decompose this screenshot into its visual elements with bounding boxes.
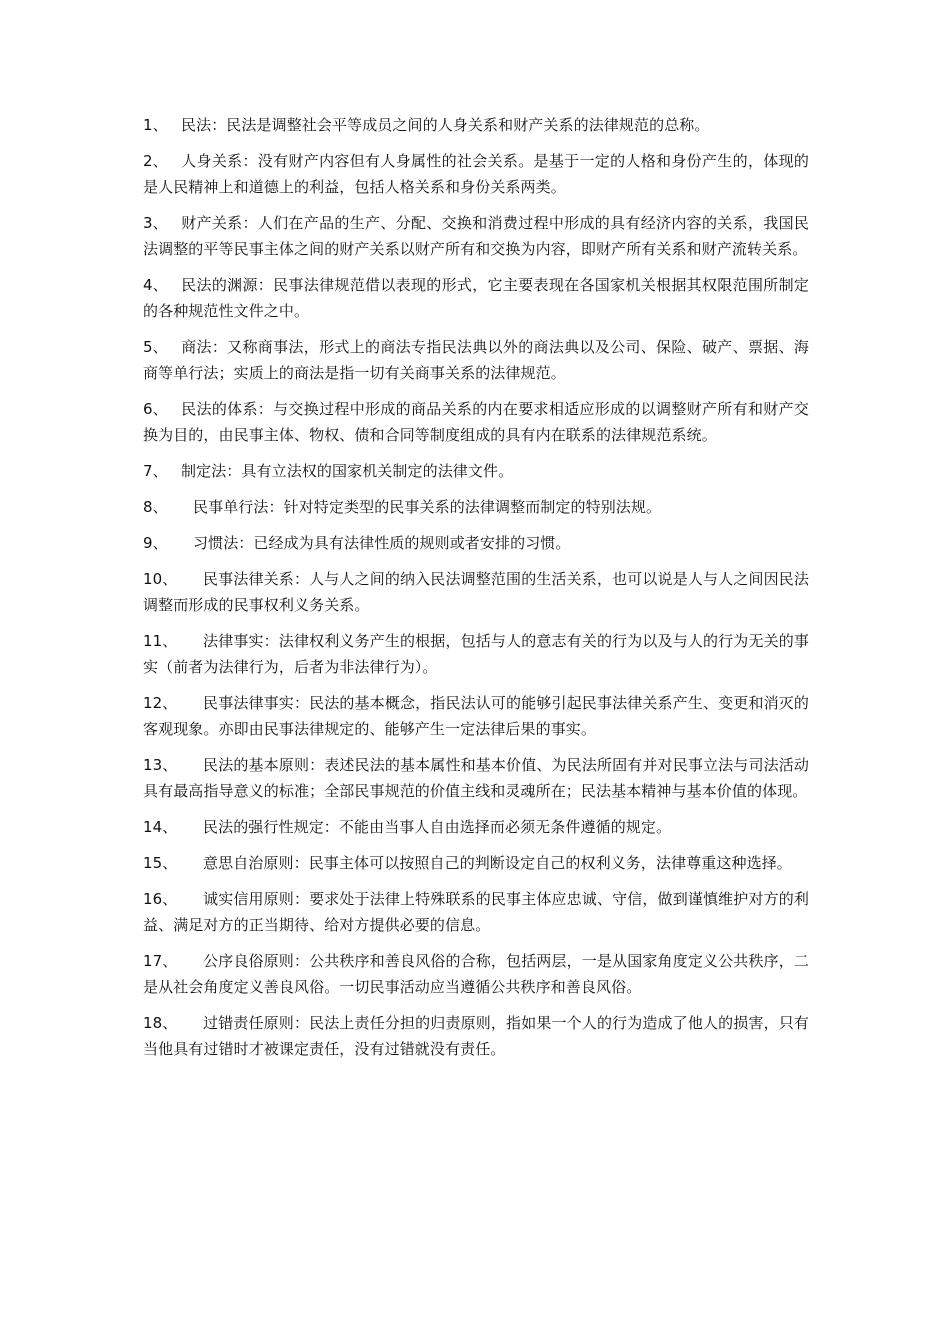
list-item: [143, 112, 809, 138]
item-text: 民事单行法：针对特定类型的民事关系的法律调整而制定的特别法规。: [193, 498, 662, 516]
item-text: 民法：民法是调整社会平等成员之间的人身关系和财产关系的法律规范的总称。: [181, 116, 710, 134]
item-text: 过错责任原则：民法上责任分担的归责原则，指如果一个人的行为造成了他人的损害，只有当他具有过错时才被课定责任，没有过错就没有责任。: [143, 1014, 809, 1058]
item-text: 人身关系：没有财产内容但有人身属性的社会关系。是基于一定的人格和身份产生的，体现的是人民精神上和道德上的利益，包括人格关系和身份关系两类。: [143, 152, 809, 196]
item-number: 18、: [143, 1014, 178, 1032]
item-text: 意思自治原则：民事主体可以按照自己的判断设定自己的权利义务，法律尊重这种选择。: [203, 854, 792, 872]
list-item: [143, 1010, 809, 1062]
item-text: 商法：又称商事法，形式上的商法专指民法典以外的商法典以及公司、保险、破产、票据、海商等单行法；实质上的商法是指一切有关商事关系的法律规范。: [143, 338, 809, 382]
item-number: 1、: [143, 116, 168, 134]
item-number: 14、: [143, 818, 178, 836]
list-item: [143, 458, 809, 484]
list-item: [143, 210, 809, 262]
item-number: 11、: [143, 632, 178, 650]
item-text: 制定法：具有立法权的国家机关制定的法律文件。: [181, 462, 514, 480]
item-text: 民事法律关系：人与人之间的纳入民法调整范围的生活关系，也可以说是人与人之间因民法调整而形成的民事权利义务关系。: [143, 570, 809, 614]
item-number: 6、: [143, 400, 168, 418]
item-number: 7、: [143, 462, 168, 480]
item-number: 13、: [143, 756, 178, 774]
item-number: 17、: [143, 952, 178, 970]
item-number: 16、: [143, 890, 178, 908]
item-number: 15、: [143, 854, 178, 872]
list-item: [143, 850, 809, 876]
list-item: [143, 530, 809, 556]
list-item: [143, 396, 809, 448]
item-number: 8、: [143, 498, 168, 516]
list-item: [143, 566, 809, 618]
item-text: 民事法律事实：民法的基本概念，指民法认可的能够引起民事法律关系产生、变更和消灭的客观现象。亦即由民事法律规定的、能够产生一定法律后果的事实。: [143, 694, 809, 738]
item-text: 财产关系：人们在产品的生产、分配、交换和消费过程中形成的具有经济内容的关系，我国民法调整的平等民事主体之间的财产关系以财产所有和交换为内容，即财产所有关系和财产流转关系。: [143, 214, 809, 258]
item-number: 12、: [143, 694, 178, 712]
item-text: 诚实信用原则：要求处于法律上特殊联系的民事主体应忠诚、守信，做到谨慎维护对方的利益、满足对方的正当期待、给对方提供必要的信息。: [143, 890, 809, 934]
list-item: [143, 752, 809, 804]
list-item: [143, 814, 809, 840]
item-number: 3、: [143, 214, 168, 232]
list-item: [143, 334, 809, 386]
item-text: 公序良俗原则：公共秩序和善良风俗的合称，包括两层，一是从国家角度定义公共秩序，二是从社会角度定义善良风俗。一切民事活动应当遵循公共秩序和善良风俗。: [143, 952, 809, 996]
item-text: 法律事实：法律权利义务产生的根据，包括与人的意志有关的行为以及与人的行为无关的事实（前者为法律行为，后者为非法律行为）。: [143, 632, 809, 676]
item-text: 民法的强行性规定：不能由当事人自由选择而必须无条件遵循的规定。: [203, 818, 672, 836]
item-number: 4、: [143, 276, 168, 294]
list-item: [143, 272, 809, 324]
list-item: [143, 690, 809, 742]
item-number: 9、: [143, 534, 168, 552]
list-item: [143, 886, 809, 938]
item-number: 2、: [143, 152, 168, 170]
list-item: [143, 948, 809, 1000]
list-item: [143, 494, 809, 520]
definition-list: [143, 112, 809, 1072]
item-text: 民法的渊源：民事法律规范借以表现的形式，它主要表现在各国家机关根据其权限范围所制定的各种规范性文件之中。: [143, 276, 809, 320]
item-number: 10、: [143, 570, 178, 588]
item-text: 习惯法：已经成为具有法律性质的规则或者安排的习惯。: [193, 534, 571, 552]
item-number: 5、: [143, 338, 168, 356]
list-item: [143, 148, 809, 200]
item-text: 民法的体系：与交换过程中形成的商品关系的内在要求相适应形成的以调整财产所有和财产交换为目的，由民事主体、物权、债和合同等制度组成的具有内在联系的法律规范系统。: [143, 400, 809, 444]
item-text: 民法的基本原则：表述民法的基本属性和基本价值、为民法所固有并对民事立法与司法活动具有最高指导意义的标准；全部民事规范的价值主线和灵魂所在；民法基本精神与基本价值的体现。: [143, 756, 809, 800]
list-item: [143, 628, 809, 680]
